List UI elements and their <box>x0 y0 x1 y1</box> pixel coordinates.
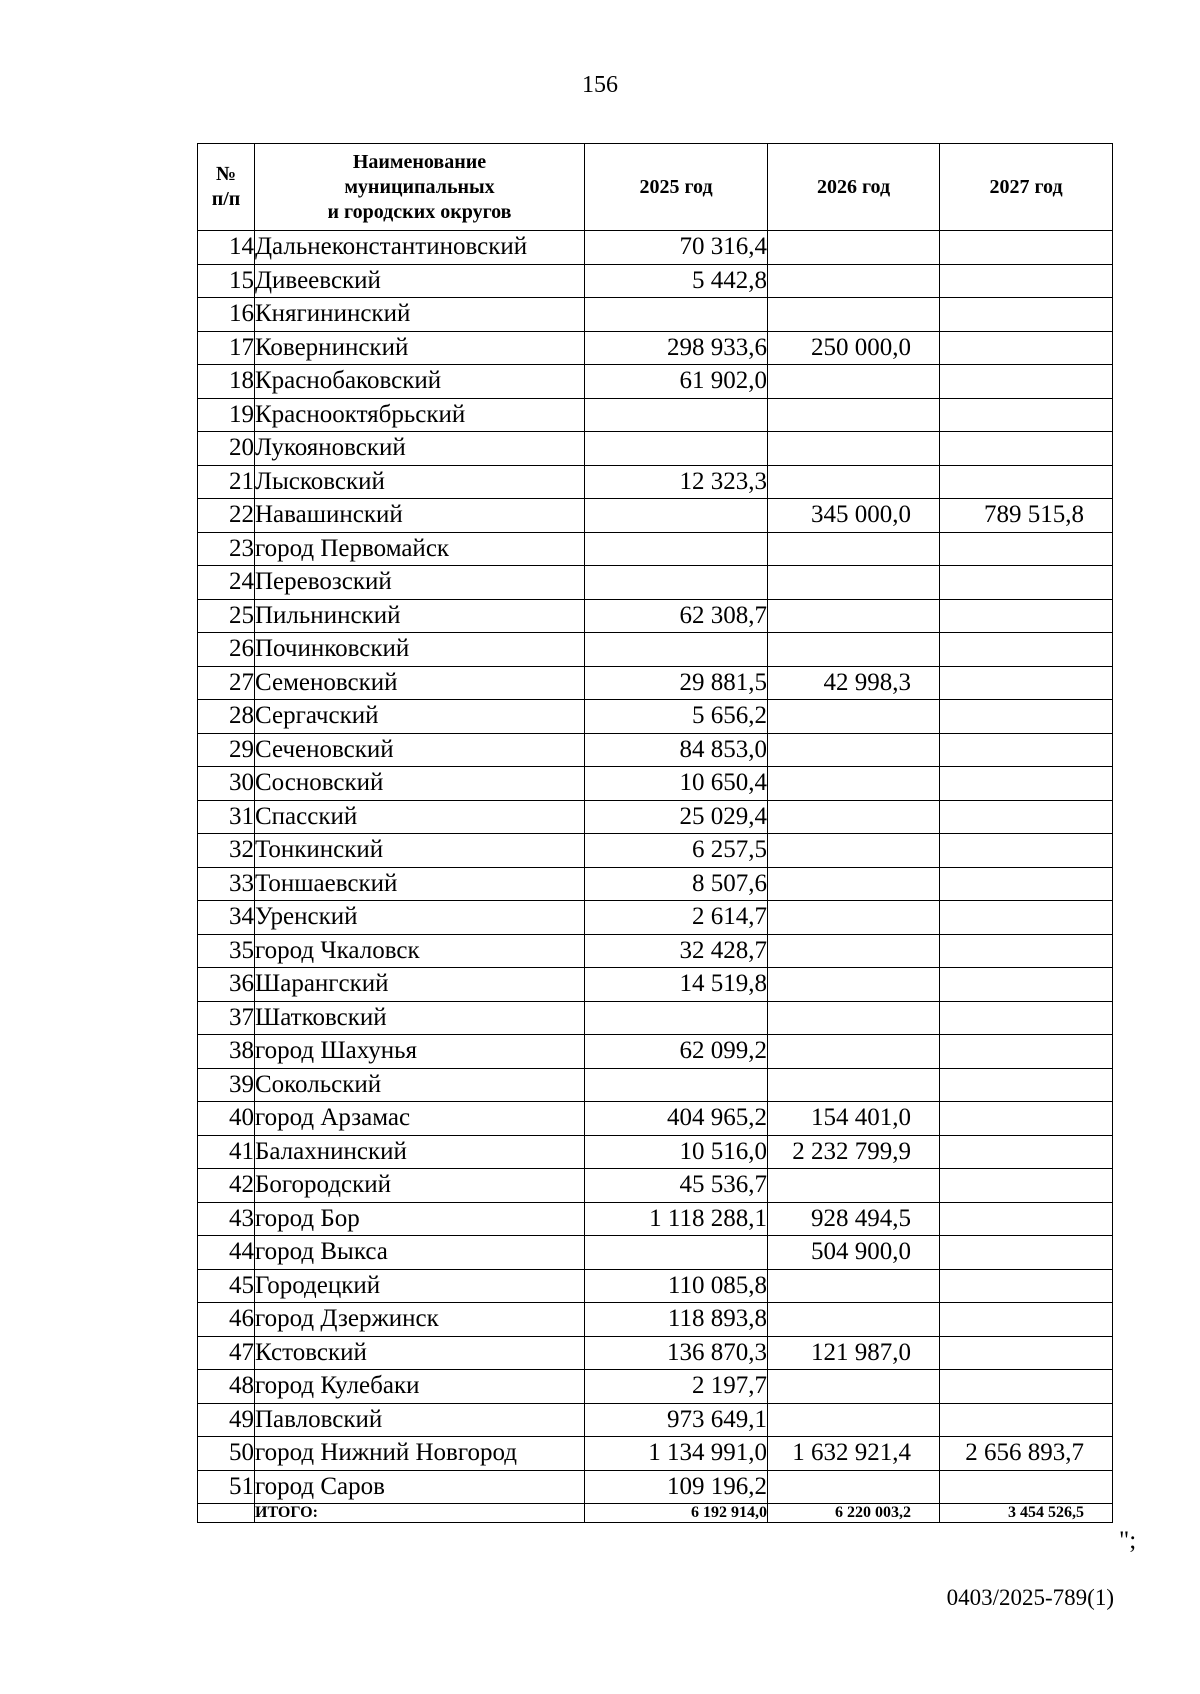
value-2025: 298 933,6 <box>585 331 768 365</box>
municipality-name: Сергачский <box>255 700 585 734</box>
table-row <box>198 867 1113 901</box>
value-2027 <box>940 767 1113 801</box>
municipality-name: город Дзержинск <box>255 1303 585 1337</box>
value-2025: 61 902,0 <box>585 365 768 399</box>
value-2026 <box>768 800 940 834</box>
value-2026 <box>768 733 940 767</box>
value-2026 <box>768 1169 940 1203</box>
value-2025: 5 656,2 <box>585 700 768 734</box>
municipality-name: город Первомайск <box>255 532 585 566</box>
value-2027 <box>940 666 1113 700</box>
value-2026 <box>768 264 940 298</box>
row-number: 17 <box>198 331 255 365</box>
table-row <box>198 566 1113 600</box>
value-2027 <box>940 1068 1113 1102</box>
value-2026 <box>768 298 940 332</box>
value-2025: 5 442,8 <box>585 264 768 298</box>
value-2026 <box>768 934 940 968</box>
header-name <box>255 144 585 231</box>
table-row <box>198 1437 1113 1471</box>
table-row <box>198 298 1113 332</box>
row-number: 43 <box>198 1202 255 1236</box>
value-2026 <box>768 1035 940 1069</box>
row-number: 46 <box>198 1303 255 1337</box>
municipality-name: Перевозский <box>255 566 585 600</box>
row-number: 51 <box>198 1470 255 1504</box>
table-row <box>198 365 1113 399</box>
table-row <box>198 398 1113 432</box>
table-row <box>198 1269 1113 1303</box>
row-number: 37 <box>198 1001 255 1035</box>
row-number: 23 <box>198 532 255 566</box>
value-2027 <box>940 365 1113 399</box>
value-2025: 32 428,7 <box>585 934 768 968</box>
value-2026 <box>768 1303 940 1337</box>
value-2025: 25 029,4 <box>585 800 768 834</box>
value-2026 <box>768 465 940 499</box>
value-2027 <box>940 1035 1113 1069</box>
value-2026 <box>768 365 940 399</box>
value-2025: 70 316,4 <box>585 231 768 265</box>
table-row <box>198 1068 1113 1102</box>
table-row <box>198 231 1113 265</box>
row-number: 32 <box>198 834 255 868</box>
municipality-name: Починковский <box>255 633 585 667</box>
value-2027 <box>940 331 1113 365</box>
table-row <box>198 1202 1113 1236</box>
table-row <box>198 1135 1113 1169</box>
header-number-line1: № <box>215 163 237 185</box>
value-2026: 42 998,3 <box>768 666 940 700</box>
value-2027 <box>940 1470 1113 1504</box>
value-2026 <box>768 1068 940 1102</box>
value-2025 <box>585 1236 768 1270</box>
value-2026 <box>768 767 940 801</box>
value-2027 <box>940 599 1113 633</box>
value-2026 <box>768 867 940 901</box>
value-2025: 2 197,7 <box>585 1370 768 1404</box>
table-row <box>198 432 1113 466</box>
municipality-name: город Нижний Новгород <box>255 1437 585 1471</box>
municipality-name: город Бор <box>255 1202 585 1236</box>
municipality-name: город Выкса <box>255 1236 585 1270</box>
municipality-name: Дивеевский <box>255 264 585 298</box>
value-2026 <box>768 432 940 466</box>
value-2026 <box>768 633 940 667</box>
value-2026: 121 987,0 <box>768 1336 940 1370</box>
municipality-name: Сосновский <box>255 767 585 801</box>
value-2026 <box>768 834 940 868</box>
municipality-name: Пильнинский <box>255 599 585 633</box>
value-2027 <box>940 633 1113 667</box>
value-2027 <box>940 834 1113 868</box>
municipality-name: город Саров <box>255 1470 585 1504</box>
table-row <box>198 1102 1113 1136</box>
value-2026: 345 000,0 <box>768 499 940 533</box>
table-row <box>198 532 1113 566</box>
value-2026 <box>768 1470 940 1504</box>
value-2025: 973 649,1 <box>585 1403 768 1437</box>
row-number: 31 <box>198 800 255 834</box>
municipality-name: Богородский <box>255 1169 585 1203</box>
budget-table <box>197 143 1113 1523</box>
row-number: 45 <box>198 1269 255 1303</box>
table-row <box>198 733 1113 767</box>
value-2026 <box>768 968 940 1002</box>
row-number: 49 <box>198 1403 255 1437</box>
row-number: 47 <box>198 1336 255 1370</box>
municipality-name: Лукояновский <box>255 432 585 466</box>
total-2027: 3 454 526,5 <box>940 1504 1113 1523</box>
value-2025: 84 853,0 <box>585 733 768 767</box>
row-number: 36 <box>198 968 255 1002</box>
value-2025: 12 323,3 <box>585 465 768 499</box>
municipality-name: город Арзамас <box>255 1102 585 1136</box>
header-2026: 2026 год <box>768 144 940 231</box>
value-2025: 45 536,7 <box>585 1169 768 1203</box>
value-2027 <box>940 1403 1113 1437</box>
value-2027 <box>940 968 1113 1002</box>
value-2025: 2 614,7 <box>585 901 768 935</box>
value-2026 <box>768 231 940 265</box>
municipality-name: Павловский <box>255 1403 585 1437</box>
row-number: 38 <box>198 1035 255 1069</box>
value-2027 <box>940 1303 1113 1337</box>
value-2026 <box>768 1269 940 1303</box>
value-2027 <box>940 1202 1113 1236</box>
value-2027 <box>940 465 1113 499</box>
row-number: 48 <box>198 1370 255 1404</box>
row-number: 26 <box>198 633 255 667</box>
table-row <box>198 901 1113 935</box>
row-number: 24 <box>198 566 255 600</box>
row-number: 40 <box>198 1102 255 1136</box>
value-2027 <box>940 298 1113 332</box>
total-2026: 6 220 003,2 <box>768 1504 940 1523</box>
value-2027 <box>940 867 1113 901</box>
value-2026: 154 401,0 <box>768 1102 940 1136</box>
table-row <box>198 834 1113 868</box>
table-row <box>198 1336 1113 1370</box>
value-2027 <box>940 398 1113 432</box>
table-body <box>198 231 1113 1504</box>
value-2027 <box>940 1102 1113 1136</box>
municipality-name: Семеновский <box>255 666 585 700</box>
table-row <box>198 264 1113 298</box>
value-2027 <box>940 566 1113 600</box>
value-2025: 62 099,2 <box>585 1035 768 1069</box>
table-header-row <box>198 144 1113 231</box>
value-2025 <box>585 1001 768 1035</box>
value-2027 <box>940 1169 1113 1203</box>
row-number: 29 <box>198 733 255 767</box>
row-number: 25 <box>198 599 255 633</box>
municipality-name: Кстовский <box>255 1336 585 1370</box>
municipality-name: город Шахунья <box>255 1035 585 1069</box>
value-2027 <box>940 264 1113 298</box>
value-2025: 1 134 991,0 <box>585 1437 768 1471</box>
row-number: 27 <box>198 666 255 700</box>
value-2027: 789 515,8 <box>940 499 1113 533</box>
value-2025: 62 308,7 <box>585 599 768 633</box>
municipality-name: Сокольский <box>255 1068 585 1102</box>
table-row <box>198 331 1113 365</box>
municipality-name: город Кулебаки <box>255 1370 585 1404</box>
value-2027 <box>940 1370 1113 1404</box>
municipality-name: Навашинский <box>255 499 585 533</box>
value-2027 <box>940 231 1113 265</box>
value-2026 <box>768 532 940 566</box>
row-number: 41 <box>198 1135 255 1169</box>
table-row <box>198 1001 1113 1035</box>
row-number: 22 <box>198 499 255 533</box>
header-number <box>198 144 255 231</box>
row-number: 35 <box>198 934 255 968</box>
value-2027 <box>940 1336 1113 1370</box>
table-row <box>198 1370 1113 1404</box>
row-number: 15 <box>198 264 255 298</box>
value-2025: 110 085,8 <box>585 1269 768 1303</box>
municipality-name: Краснобаковский <box>255 365 585 399</box>
value-2025 <box>585 1068 768 1102</box>
municipality-name: Спасский <box>255 800 585 834</box>
value-2025: 10 650,4 <box>585 767 768 801</box>
value-2025 <box>585 499 768 533</box>
value-2025: 404 965,2 <box>585 1102 768 1136</box>
table-row <box>198 1470 1113 1504</box>
value-2027 <box>940 532 1113 566</box>
value-2025: 6 257,5 <box>585 834 768 868</box>
value-2027 <box>940 1135 1113 1169</box>
value-2025: 1 118 288,1 <box>585 1202 768 1236</box>
municipality-name: Лысковский <box>255 465 585 499</box>
municipality-name: Шарангский <box>255 968 585 1002</box>
value-2026 <box>768 700 940 734</box>
value-2025 <box>585 398 768 432</box>
row-number: 30 <box>198 767 255 801</box>
row-number: 21 <box>198 465 255 499</box>
value-2026: 2 232 799,9 <box>768 1135 940 1169</box>
header-name-line1: Наименование <box>352 150 487 173</box>
municipality-name: Краснооктябрьский <box>255 398 585 432</box>
table-row <box>198 633 1113 667</box>
total-label: ИТОГО: <box>255 1504 585 1523</box>
value-2025 <box>585 633 768 667</box>
row-number: 16 <box>198 298 255 332</box>
row-number: 19 <box>198 398 255 432</box>
value-2026: 504 900,0 <box>768 1236 940 1270</box>
value-2025: 136 870,3 <box>585 1336 768 1370</box>
table-row <box>198 800 1113 834</box>
header-name-line2: муниципальных <box>344 175 495 198</box>
municipality-name: Княгининский <box>255 298 585 332</box>
value-2027 <box>940 700 1113 734</box>
table-row <box>198 1303 1113 1337</box>
page-number: 156 <box>582 72 618 98</box>
value-2027 <box>940 1001 1113 1035</box>
value-2026 <box>768 901 940 935</box>
table-row <box>198 499 1113 533</box>
value-2025: 8 507,6 <box>585 867 768 901</box>
header-name-line3: и городских округов <box>327 200 512 223</box>
table-row <box>198 599 1113 633</box>
row-number: 39 <box>198 1068 255 1102</box>
municipality-name: Балахнинский <box>255 1135 585 1169</box>
header-number-line2: п/п <box>211 188 241 210</box>
municipality-name: город Чкаловск <box>255 934 585 968</box>
row-number: 28 <box>198 700 255 734</box>
table-row <box>198 465 1113 499</box>
header-2027: 2027 год <box>940 144 1113 231</box>
row-number: 50 <box>198 1437 255 1471</box>
row-number: 34 <box>198 901 255 935</box>
value-2026 <box>768 1403 940 1437</box>
value-2025 <box>585 566 768 600</box>
value-2025: 10 516,0 <box>585 1135 768 1169</box>
document-code: 0403/2025-789(1) <box>946 1585 1114 1610</box>
table-row <box>198 1035 1113 1069</box>
municipality-name: Городецкий <box>255 1269 585 1303</box>
municipality-name: Шатковский <box>255 1001 585 1035</box>
closing-quote-mark: "; <box>1119 1527 1137 1554</box>
value-2025 <box>585 298 768 332</box>
total-number-cell <box>198 1504 255 1523</box>
value-2027: 2 656 893,7 <box>940 1437 1113 1471</box>
value-2027 <box>940 1236 1113 1270</box>
row-number: 44 <box>198 1236 255 1270</box>
table-row <box>198 934 1113 968</box>
value-2026 <box>768 599 940 633</box>
table-row <box>198 666 1113 700</box>
row-number: 20 <box>198 432 255 466</box>
table-row <box>198 767 1113 801</box>
total-2025: 6 192 914,0 <box>585 1504 768 1523</box>
value-2025 <box>585 432 768 466</box>
value-2026 <box>768 398 940 432</box>
table-row <box>198 1236 1113 1270</box>
value-2027 <box>940 934 1113 968</box>
row-number: 18 <box>198 365 255 399</box>
value-2025: 14 519,8 <box>585 968 768 1002</box>
value-2026: 928 494,5 <box>768 1202 940 1236</box>
value-2025: 118 893,8 <box>585 1303 768 1337</box>
row-number: 14 <box>198 231 255 265</box>
table-row <box>198 700 1113 734</box>
value-2027 <box>940 1269 1113 1303</box>
municipality-name: Тонкинский <box>255 834 585 868</box>
value-2026: 250 000,0 <box>768 331 940 365</box>
value-2026: 1 632 921,4 <box>768 1437 940 1471</box>
table-row <box>198 1169 1113 1203</box>
value-2027 <box>940 800 1113 834</box>
municipality-name: Ковернинский <box>255 331 585 365</box>
municipality-name: Тоншаевский <box>255 867 585 901</box>
value-2025 <box>585 532 768 566</box>
value-2027 <box>940 733 1113 767</box>
table-row <box>198 968 1113 1002</box>
value-2025: 109 196,2 <box>585 1470 768 1504</box>
municipality-name: Сеченовский <box>255 733 585 767</box>
row-number: 33 <box>198 867 255 901</box>
value-2026 <box>768 1370 940 1404</box>
value-2025: 29 881,5 <box>585 666 768 700</box>
value-2026 <box>768 1001 940 1035</box>
row-number: 42 <box>198 1169 255 1203</box>
municipality-name: Уренский <box>255 901 585 935</box>
value-2027 <box>940 901 1113 935</box>
value-2027 <box>940 432 1113 466</box>
municipality-name: Дальнеконстантиновский <box>255 231 585 265</box>
header-2025: 2025 год <box>585 144 768 231</box>
total-row <box>198 1504 1113 1523</box>
table-row <box>198 1403 1113 1437</box>
value-2026 <box>768 566 940 600</box>
